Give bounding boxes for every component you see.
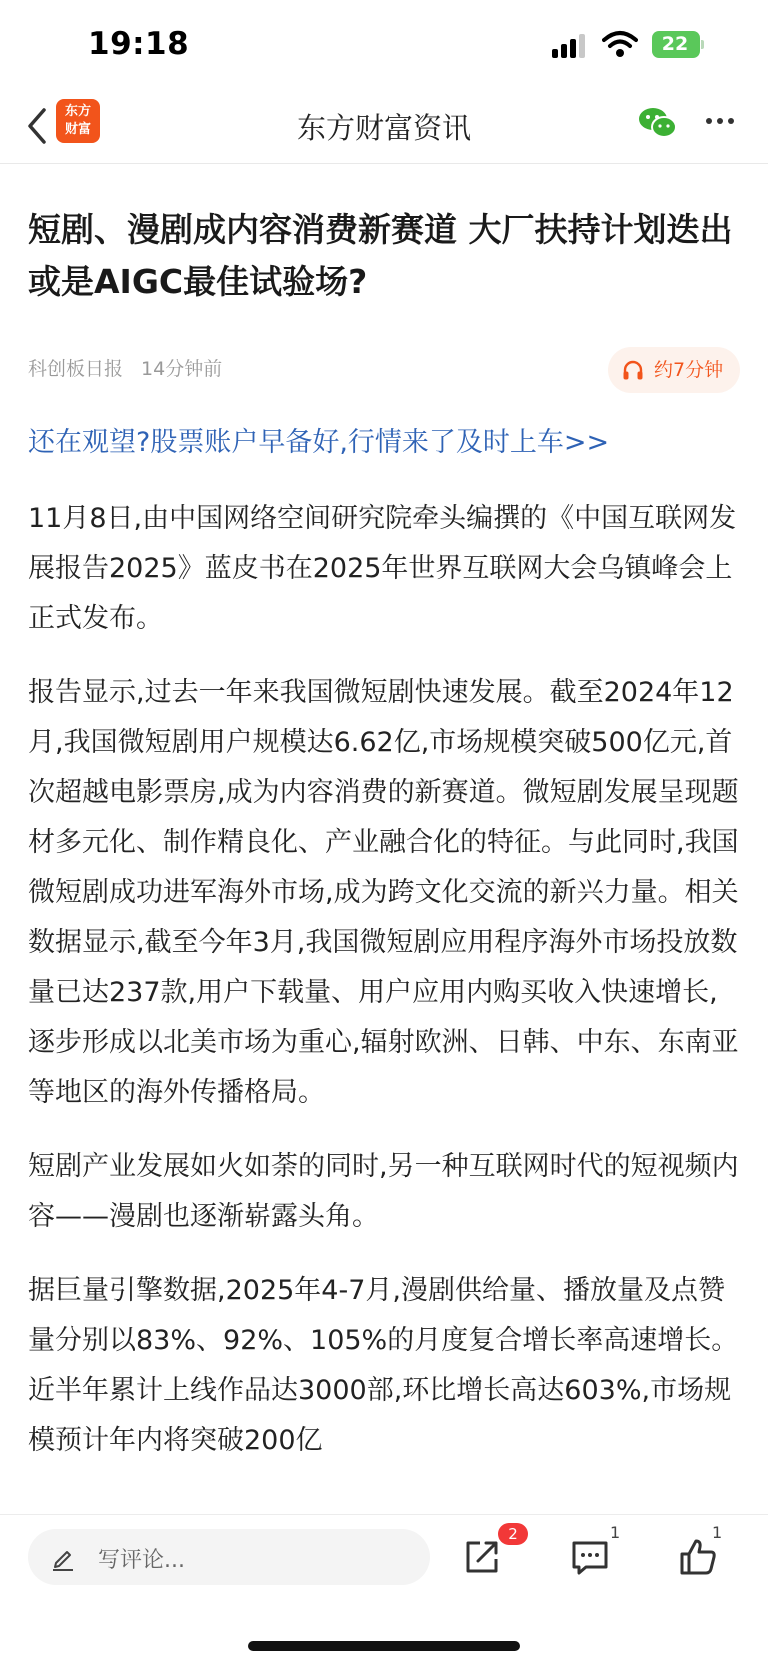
status-bar (0, 0, 768, 92)
listen-button[interactable] (608, 347, 740, 393)
article-source[interactable]: 科创板日报 (28, 358, 124, 380)
article-meta (28, 354, 222, 381)
more-icon[interactable] (706, 116, 736, 126)
signal-icon (552, 32, 592, 58)
article-body (28, 494, 744, 1490)
battery-level: 22 (661, 33, 689, 55)
paragraph: 据巨量引擎数据,2025年4-7月,漫剧供给量、播放量及点赞量分别以83%、92%、105%的月度复合增长率高速增长。近半年累计上线作品达3000部,环比增长高达603%,市场规模预计年内将突破200亿 (28, 1275, 739, 1456)
comment-count: 1 (610, 1523, 621, 1542)
wifi-icon (602, 30, 638, 58)
article-headline: 短剧、漫剧成内容消费新赛道 大厂扶持计划迭出 或是AIGC最佳试验场? (28, 210, 733, 301)
battery-charging-icon (652, 31, 704, 58)
promo-link[interactable]: 还在观望?股票账户早备好,行情来了及时上车>> (28, 427, 610, 458)
article-time: 14分钟前 (141, 358, 223, 380)
comment-icon[interactable] (570, 1537, 610, 1577)
logo-line-2: 财富 (64, 122, 91, 137)
home-indicator[interactable] (248, 1641, 520, 1651)
comment-placeholder: 写评论... (98, 1548, 185, 1573)
page-title: 东方财富资讯 (296, 111, 471, 145)
bottom-bar (0, 1514, 768, 1662)
paragraph: 11月8日,由中国网络空间研究院牵头编撰的《中国互联网发展报告2025》蓝皮书在2025年世界互联网大会乌镇峰会上正式发布。 (28, 503, 737, 634)
comment-input[interactable] (28, 1529, 430, 1585)
headphone-icon (622, 359, 644, 381)
status-time: 19:18 (88, 26, 190, 62)
share-badge: 2 (498, 1523, 528, 1545)
wechat-icon[interactable] (638, 106, 678, 140)
like-count: 1 (712, 1523, 723, 1542)
pen-icon (50, 1545, 76, 1571)
read-time-label: 约7分钟 (654, 359, 724, 381)
share-icon[interactable] (462, 1537, 502, 1577)
paragraph: 报告显示,过去一年来我国微短剧快速发展。截至2024年12月,我国微短剧用户规模达6.62亿,市场规模突破500亿元,首次超越电影票房,成为内容消费的新赛道。微短剧发展呈现题材多元化、制作精良化、产业融合化的特征。与此同时,我国微短剧成功进军海外市场,成为跨文化交流的新兴力量。相关数据显示,截至今年3月,我国微短剧应用程序海外市场投放数量已达237款,用户下载量、用户应用内购买收入快速增长,逐步形成以北美市场为重心,辐射欧洲、日韩、中东、东南亚等地区的海外传播格局。 (28, 677, 739, 1108)
thumbs-up-icon[interactable] (678, 1537, 718, 1577)
nav-bar (0, 92, 768, 164)
logo-line-1: 东方 (64, 104, 91, 119)
paragraph: 短剧产业发展如火如荼的同时,另一种互联网时代的短视频内容——漫剧也逐渐崭露头角。 (28, 1151, 739, 1232)
